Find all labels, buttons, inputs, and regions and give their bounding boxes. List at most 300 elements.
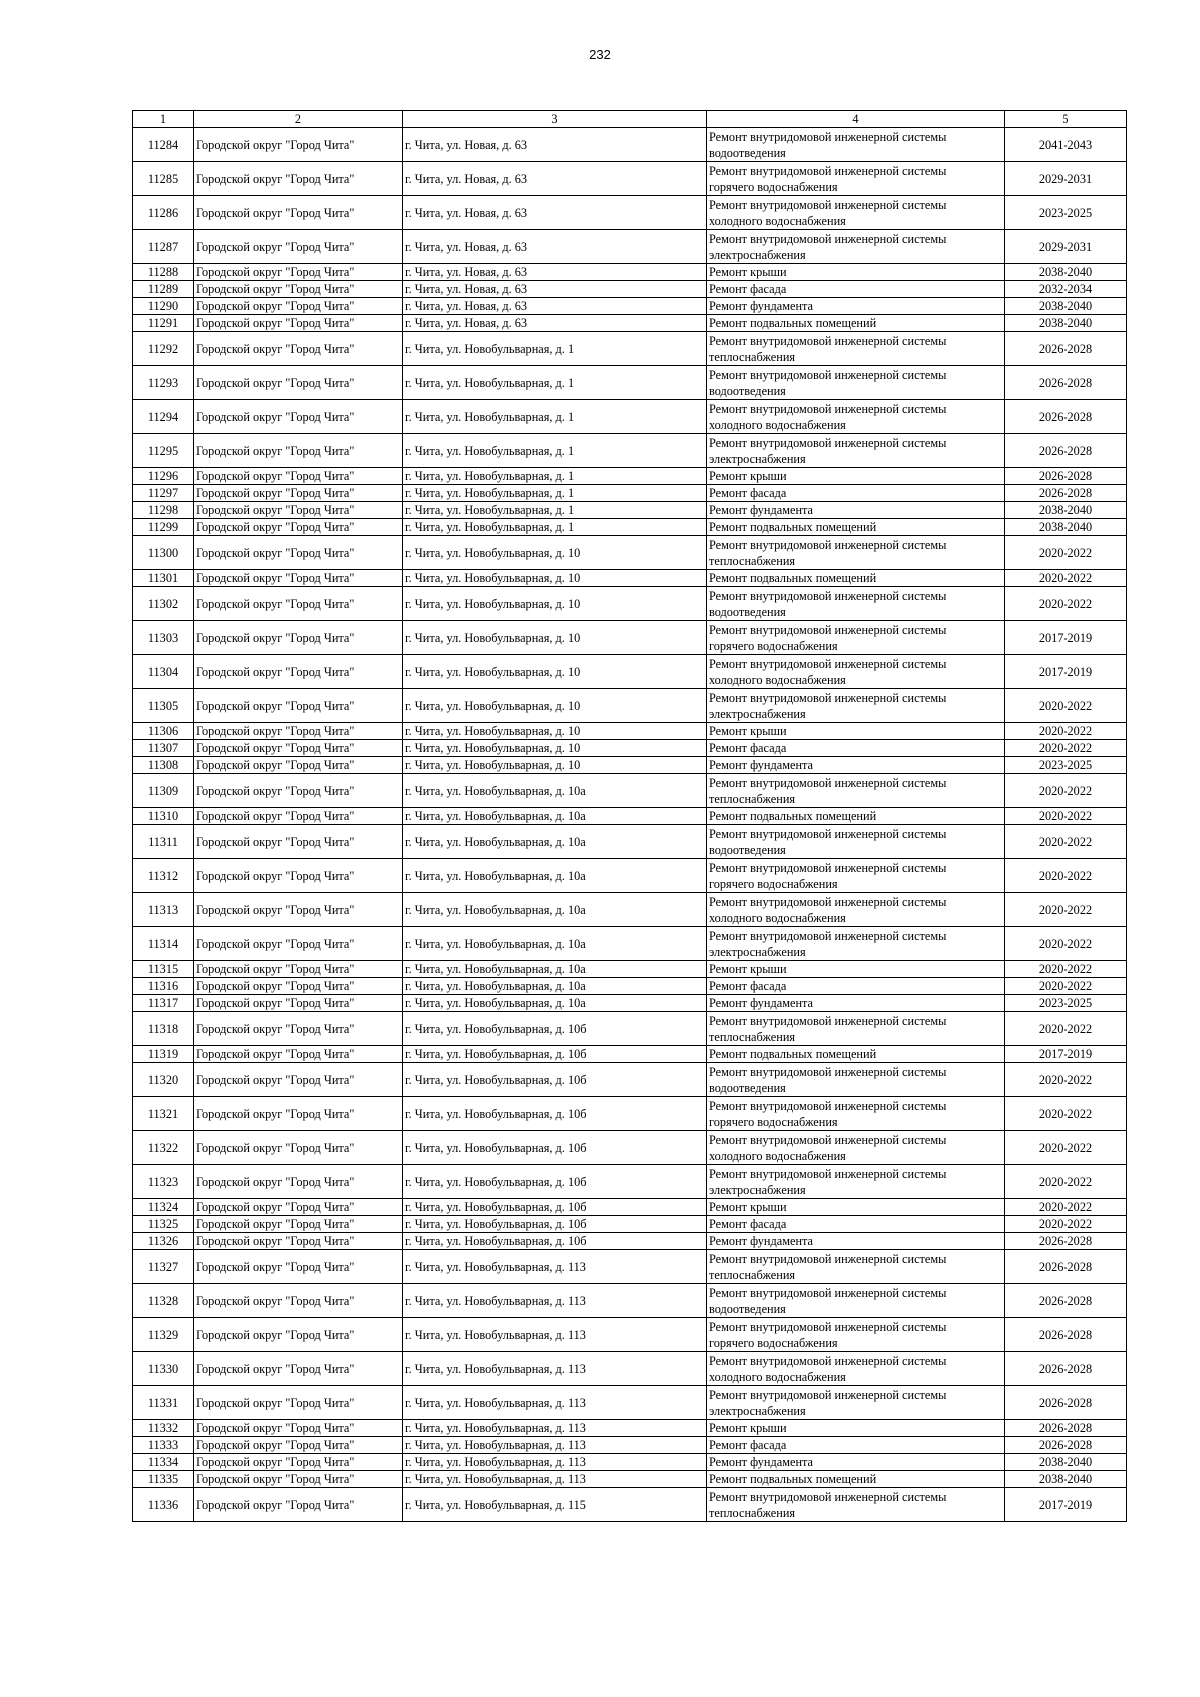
table-row [133,1046,1127,1063]
address-cell: г. Чита, ул. Новобульварная, д. 10а [403,978,707,995]
table-row [133,128,1127,162]
period-cell: 2020-2022 [1005,1012,1127,1046]
address-cell: г. Чита, ул. Новобульварная, д. 10а [403,774,707,808]
work-type-cell: Ремонт крыши [707,1199,1005,1216]
work-type-line: Ремонт внутридомовой инженерной системы [709,1489,947,1504]
period-cell: 2020-2022 [1005,570,1127,587]
work-type-line: Ремонт внутридомовой инженерной системы [709,231,947,246]
municipality-cell: Городской округ "Город Чита" [194,927,403,961]
address-cell: г. Чита, ул. Новобульварная, д. 10а [403,961,707,978]
work-type-line: Ремонт внутридомовой инженерной системы [709,690,947,705]
table-row [133,332,1127,366]
municipality-cell: Городской округ "Город Чита" [194,621,403,655]
municipality-cell: Городской округ "Город Чита" [194,1199,403,1216]
row-number-cell: 11324 [133,1199,194,1216]
work-type-cell [707,774,1005,808]
table-row [133,485,1127,502]
municipality-cell: Городской округ "Город Чита" [194,808,403,825]
table-row [133,740,1127,757]
work-type-line: холодного водоснабжения [709,672,846,687]
address-cell: г. Чита, ул. Новобульварная, д. 1 [403,400,707,434]
period-cell: 2038-2040 [1005,1454,1127,1471]
work-type-cell [707,332,1005,366]
municipality-cell: Городской округ "Город Чита" [194,774,403,808]
work-type-cell [707,1097,1005,1131]
period-cell: 2038-2040 [1005,1471,1127,1488]
work-type-line: водоотведения [709,1301,786,1316]
period-cell: 2023-2025 [1005,196,1127,230]
table-row [133,1199,1127,1216]
period-cell: 2038-2040 [1005,298,1127,315]
work-type-cell [707,825,1005,859]
address-cell: г. Чита, ул. Новобульварная, д. 113 [403,1318,707,1352]
address-cell: г. Чита, ул. Новобульварная, д. 10а [403,808,707,825]
address-cell: г. Чита, ул. Новобульварная, д. 113 [403,1471,707,1488]
address-cell: г. Чита, ул. Новая, д. 63 [403,281,707,298]
address-cell: г. Чита, ул. Новая, д. 63 [403,315,707,332]
period-cell: 2020-2022 [1005,859,1127,893]
municipality-cell: Городской округ "Город Чита" [194,893,403,927]
table-row [133,570,1127,587]
municipality-cell: Городской округ "Город Чита" [194,400,403,434]
period-cell: 2020-2022 [1005,740,1127,757]
row-number-cell: 11299 [133,519,194,536]
period-cell: 2026-2028 [1005,1386,1127,1420]
row-number-cell: 11305 [133,689,194,723]
row-number-cell: 11326 [133,1233,194,1250]
row-number-cell: 11334 [133,1454,194,1471]
work-type-line: Ремонт внутридомовой инженерной системы [709,129,947,144]
row-number-cell: 11307 [133,740,194,757]
work-type-cell [707,859,1005,893]
municipality-cell: Городской округ "Город Чита" [194,1063,403,1097]
work-type-cell [707,1386,1005,1420]
municipality-cell: Городской округ "Город Чита" [194,1216,403,1233]
table-row [133,825,1127,859]
work-type-line: Ремонт внутридомовой инженерной системы [709,860,947,875]
page-number: 232 [589,47,611,62]
period-cell: 2026-2028 [1005,400,1127,434]
period-cell: 2026-2028 [1005,366,1127,400]
municipality-cell: Городской округ "Город Чита" [194,230,403,264]
period-cell: 2038-2040 [1005,502,1127,519]
municipality-cell: Городской округ "Город Чита" [194,740,403,757]
work-type-cell: Ремонт крыши [707,468,1005,485]
row-number-cell: 11292 [133,332,194,366]
address-cell: г. Чита, ул. Новобульварная, д. 10б [403,1012,707,1046]
work-type-line: Ремонт внутридомовой инженерной системы [709,928,947,943]
address-cell: г. Чита, ул. Новобульварная, д. 113 [403,1386,707,1420]
work-type-cell [707,1250,1005,1284]
work-type-line: холодного водоснабжения [709,910,846,925]
row-number-cell: 11291 [133,315,194,332]
period-cell: 2026-2028 [1005,1352,1127,1386]
table-row [133,893,1127,927]
work-type-line: водоотведения [709,604,786,619]
work-type-cell [707,621,1005,655]
row-number-cell: 11322 [133,1131,194,1165]
municipality-cell: Городской округ "Город Чита" [194,1012,403,1046]
row-number-cell: 11296 [133,468,194,485]
period-cell: 2026-2028 [1005,468,1127,485]
work-type-line: Ремонт внутридомовой инженерной системы [709,1353,947,1368]
work-type-cell: Ремонт фасада [707,1216,1005,1233]
address-cell: г. Чита, ул. Новобульварная, д. 10а [403,859,707,893]
period-cell: 2020-2022 [1005,927,1127,961]
period-cell: 2023-2025 [1005,995,1127,1012]
work-type-line: водоотведения [709,842,786,857]
period-cell: 2017-2019 [1005,1046,1127,1063]
table-row [133,1471,1127,1488]
address-cell: г. Чита, ул. Новобульварная, д. 113 [403,1250,707,1284]
address-cell: г. Чита, ул. Новобульварная, д. 113 [403,1352,707,1386]
table-header-row [133,111,1127,128]
row-number-cell: 11330 [133,1352,194,1386]
table-row [133,400,1127,434]
work-type-cell: Ремонт фундамента [707,995,1005,1012]
work-type-line: Ремонт внутридомовой инженерной системы [709,367,947,382]
address-cell: г. Чита, ул. Новобульварная, д. 10а [403,825,707,859]
work-type-cell [707,400,1005,434]
address-cell: г. Чита, ул. Новобульварная, д. 10 [403,723,707,740]
work-type-line: Ремонт внутридомовой инженерной системы [709,588,947,603]
period-cell: 2020-2022 [1005,536,1127,570]
period-cell: 2026-2028 [1005,1437,1127,1454]
municipality-cell: Городской округ "Город Чита" [194,434,403,468]
row-number-cell: 11287 [133,230,194,264]
table-row [133,859,1127,893]
period-cell: 2020-2022 [1005,689,1127,723]
address-cell: г. Чита, ул. Новобульварная, д. 10 [403,621,707,655]
table-row [133,366,1127,400]
address-cell: г. Чита, ул. Новобульварная, д. 1 [403,332,707,366]
table-row [133,655,1127,689]
work-type-line: Ремонт внутридомовой инженерной системы [709,1285,947,1300]
municipality-cell: Городской округ "Город Чита" [194,978,403,995]
work-type-cell [707,1318,1005,1352]
work-type-cell: Ремонт подвальных помещений [707,1046,1005,1063]
municipality-cell: Городской округ "Город Чита" [194,570,403,587]
municipality-cell: Городской округ "Город Чита" [194,961,403,978]
municipality-cell: Городской округ "Город Чита" [194,1386,403,1420]
table-row [133,1250,1127,1284]
table-row [133,162,1127,196]
row-number-cell: 11289 [133,281,194,298]
period-cell: 2026-2028 [1005,332,1127,366]
work-type-cell [707,927,1005,961]
work-type-line: холодного водоснабжения [709,213,846,228]
period-cell: 2026-2028 [1005,1318,1127,1352]
municipality-cell: Городской округ "Город Чита" [194,1131,403,1165]
period-cell: 2017-2019 [1005,1488,1127,1522]
work-type-line: горячего водоснабжения [709,1335,838,1350]
period-cell: 2026-2028 [1005,485,1127,502]
address-cell: г. Чита, ул. Новобульварная, д. 1 [403,485,707,502]
period-cell: 2020-2022 [1005,893,1127,927]
municipality-cell: Городской округ "Город Чита" [194,196,403,230]
address-cell: г. Чита, ул. Новобульварная, д. 10 [403,536,707,570]
row-number-cell: 11315 [133,961,194,978]
work-type-cell [707,1063,1005,1097]
work-type-cell: Ремонт фундамента [707,757,1005,774]
row-number-cell: 11316 [133,978,194,995]
work-type-line: холодного водоснабжения [709,417,846,432]
row-number-cell: 11306 [133,723,194,740]
table-body [133,128,1127,1522]
row-number-cell: 11313 [133,893,194,927]
table-row [133,1420,1127,1437]
work-type-cell [707,893,1005,927]
row-number-cell: 11333 [133,1437,194,1454]
work-type-line: теплоснабжения [709,553,796,568]
work-type-cell: Ремонт фасада [707,485,1005,502]
work-type-line: электроснабжения [709,706,806,721]
work-type-cell: Ремонт фундамента [707,1454,1005,1471]
work-type-cell: Ремонт фундамента [707,1233,1005,1250]
work-type-cell [707,128,1005,162]
row-number-cell: 11302 [133,587,194,621]
work-type-line: теплоснабжения [709,791,796,806]
period-cell: 2020-2022 [1005,1097,1127,1131]
column-header-2: 2 [194,111,403,128]
period-cell: 2038-2040 [1005,264,1127,281]
work-type-line: Ремонт внутридомовой инженерной системы [709,894,947,909]
column-header-5: 5 [1005,111,1127,128]
work-type-cell: Ремонт подвальных помещений [707,519,1005,536]
row-number-cell: 11312 [133,859,194,893]
table-row [133,689,1127,723]
work-type-cell [707,1284,1005,1318]
column-header-1: 1 [133,111,194,128]
row-number-cell: 11297 [133,485,194,502]
table-row [133,978,1127,995]
table-row [133,621,1127,655]
work-type-line: Ремонт внутридомовой инженерной системы [709,163,947,178]
work-type-cell [707,230,1005,264]
work-type-line: электроснабжения [709,451,806,466]
work-type-cell [707,1165,1005,1199]
work-type-line: Ремонт внутридомовой инженерной системы [709,1098,947,1113]
work-type-cell: Ремонт подвальных помещений [707,315,1005,332]
address-cell: г. Чита, ул. Новобульварная, д. 10а [403,995,707,1012]
work-type-line: горячего водоснабжения [709,1114,838,1129]
row-number-cell: 11317 [133,995,194,1012]
municipality-cell: Городской округ "Город Чита" [194,1165,403,1199]
work-type-line: холодного водоснабжения [709,1148,846,1163]
period-cell: 2026-2028 [1005,1233,1127,1250]
address-cell: г. Чита, ул. Новая, д. 63 [403,128,707,162]
row-number-cell: 11294 [133,400,194,434]
period-cell: 2029-2031 [1005,162,1127,196]
table-row [133,468,1127,485]
row-number-cell: 11304 [133,655,194,689]
table-row [133,1063,1127,1097]
work-type-cell [707,366,1005,400]
table-row [133,1284,1127,1318]
period-cell: 2038-2040 [1005,519,1127,536]
work-type-line: горячего водоснабжения [709,179,838,194]
row-number-cell: 11331 [133,1386,194,1420]
work-type-line: теплоснабжения [709,1029,796,1044]
row-number-cell: 11328 [133,1284,194,1318]
municipality-cell: Городской округ "Город Чита" [194,315,403,332]
work-type-line: Ремонт внутридомовой инженерной системы [709,1387,947,1402]
address-cell: г. Чита, ул. Новобульварная, д. 10б [403,1063,707,1097]
table-row [133,196,1127,230]
municipality-cell: Городской округ "Город Чита" [194,689,403,723]
municipality-cell: Городской округ "Город Чита" [194,995,403,1012]
address-cell: г. Чита, ул. Новобульварная, д. 10б [403,1097,707,1131]
work-type-line: электроснабжения [709,944,806,959]
address-cell: г. Чита, ул. Новобульварная, д. 10б [403,1165,707,1199]
address-cell: г. Чита, ул. Новобульварная, д. 1 [403,366,707,400]
row-number-cell: 11335 [133,1471,194,1488]
municipality-cell: Городской округ "Город Чита" [194,128,403,162]
period-cell: 2032-2034 [1005,281,1127,298]
work-type-line: Ремонт внутридомовой инженерной системы [709,1251,947,1266]
table-row [133,774,1127,808]
work-type-cell: Ремонт фасада [707,740,1005,757]
column-header-4: 4 [707,111,1005,128]
address-cell: г. Чита, ул. Новобульварная, д. 10а [403,893,707,927]
municipality-cell: Городской округ "Город Чита" [194,298,403,315]
municipality-cell: Городской округ "Город Чита" [194,1097,403,1131]
municipality-cell: Городской округ "Город Чита" [194,281,403,298]
row-number-cell: 11325 [133,1216,194,1233]
work-type-cell [707,1131,1005,1165]
table-row [133,519,1127,536]
period-cell: 2038-2040 [1005,315,1127,332]
municipality-cell: Городской округ "Город Чита" [194,536,403,570]
table-row [133,1097,1127,1131]
period-cell: 2026-2028 [1005,434,1127,468]
row-number-cell: 11332 [133,1420,194,1437]
municipality-cell: Городской округ "Город Чита" [194,1233,403,1250]
table-row [133,1352,1127,1386]
address-cell: г. Чита, ул. Новобульварная, д. 10 [403,655,707,689]
period-cell: 2020-2022 [1005,808,1127,825]
municipality-cell: Городской округ "Город Чита" [194,1318,403,1352]
work-type-cell [707,1012,1005,1046]
work-type-cell: Ремонт фасада [707,978,1005,995]
work-type-line: Ремонт внутридомовой инженерной системы [709,656,947,671]
work-type-line: электроснабжения [709,1403,806,1418]
municipality-cell: Городской округ "Город Чита" [194,1471,403,1488]
work-type-cell [707,1352,1005,1386]
address-cell: г. Чита, ул. Новобульварная, д. 10 [403,757,707,774]
period-cell: 2020-2022 [1005,1063,1127,1097]
table-row [133,587,1127,621]
table-row [133,757,1127,774]
row-number-cell: 11300 [133,536,194,570]
period-cell: 2026-2028 [1005,1420,1127,1437]
address-cell: г. Чита, ул. Новая, д. 63 [403,162,707,196]
municipality-cell: Городской округ "Город Чита" [194,587,403,621]
municipality-cell: Городской округ "Город Чита" [194,825,403,859]
work-type-cell [707,434,1005,468]
table-row [133,1131,1127,1165]
work-type-cell: Ремонт подвальных помещений [707,1471,1005,1488]
work-type-cell: Ремонт фундамента [707,298,1005,315]
work-type-cell: Ремонт крыши [707,1420,1005,1437]
work-type-line: горячего водоснабжения [709,876,838,891]
address-cell: г. Чита, ул. Новобульварная, д. 10 [403,570,707,587]
row-number-cell: 11288 [133,264,194,281]
row-number-cell: 11310 [133,808,194,825]
period-cell: 2023-2025 [1005,757,1127,774]
table-row [133,1165,1127,1199]
address-cell: г. Чита, ул. Новая, д. 63 [403,196,707,230]
period-cell: 2041-2043 [1005,128,1127,162]
table-row [133,1454,1127,1471]
row-number-cell: 11286 [133,196,194,230]
municipality-cell: Городской округ "Город Чита" [194,723,403,740]
table-row [133,315,1127,332]
row-number-cell: 11295 [133,434,194,468]
municipality-cell: Городской округ "Город Чита" [194,502,403,519]
work-type-line: Ремонт внутридомовой инженерной системы [709,1166,947,1181]
work-type-line: Ремонт внутридомовой инженерной системы [709,826,947,841]
work-type-line: холодного водоснабжения [709,1369,846,1384]
period-cell: 2020-2022 [1005,587,1127,621]
work-type-cell [707,162,1005,196]
period-cell: 2020-2022 [1005,774,1127,808]
address-cell: г. Чита, ул. Новобульварная, д. 113 [403,1454,707,1471]
table-row [133,434,1127,468]
municipality-cell: Городской округ "Город Чита" [194,859,403,893]
municipality-cell: Городской округ "Город Чита" [194,332,403,366]
work-type-cell: Ремонт подвальных помещений [707,808,1005,825]
address-cell: г. Чита, ул. Новая, д. 63 [403,264,707,281]
work-type-line: Ремонт внутридомовой инженерной системы [709,1013,947,1028]
table-row [133,1318,1127,1352]
municipality-cell: Городской округ "Город Чита" [194,1046,403,1063]
work-type-line: водоотведения [709,1080,786,1095]
municipality-cell: Городской округ "Город Чита" [194,757,403,774]
table-row [133,1216,1127,1233]
municipality-cell: Городской округ "Город Чита" [194,162,403,196]
table-row [133,298,1127,315]
municipality-cell: Городской округ "Город Чита" [194,655,403,689]
period-cell: 2017-2019 [1005,621,1127,655]
table-row [133,723,1127,740]
work-type-line: водоотведения [709,383,786,398]
row-number-cell: 11309 [133,774,194,808]
row-number-cell: 11320 [133,1063,194,1097]
row-number-cell: 11298 [133,502,194,519]
address-cell: г. Чита, ул. Новобульварная, д. 10а [403,927,707,961]
address-cell: г. Чита, ул. Новобульварная, д. 10б [403,1199,707,1216]
period-cell: 2026-2028 [1005,1284,1127,1318]
work-type-line: теплоснабжения [709,1505,796,1520]
municipality-cell: Городской округ "Город Чита" [194,1284,403,1318]
address-cell: г. Чита, ул. Новобульварная, д. 1 [403,468,707,485]
municipality-cell: Городской округ "Город Чита" [194,468,403,485]
work-type-line: электроснабжения [709,1182,806,1197]
address-cell: г. Чита, ул. Новобульварная, д. 10б [403,1216,707,1233]
work-type-line: водоотведения [709,145,786,160]
municipality-cell: Городской округ "Город Чита" [194,1352,403,1386]
work-type-cell [707,1488,1005,1522]
row-number-cell: 11301 [133,570,194,587]
table-row [133,808,1127,825]
municipality-cell: Городской округ "Город Чита" [194,519,403,536]
period-cell: 2020-2022 [1005,978,1127,995]
work-type-line: Ремонт внутридомовой инженерной системы [709,1132,947,1147]
municipality-cell: Городской округ "Город Чита" [194,1250,403,1284]
row-number-cell: 11311 [133,825,194,859]
municipality-cell: Городской округ "Город Чита" [194,1488,403,1522]
